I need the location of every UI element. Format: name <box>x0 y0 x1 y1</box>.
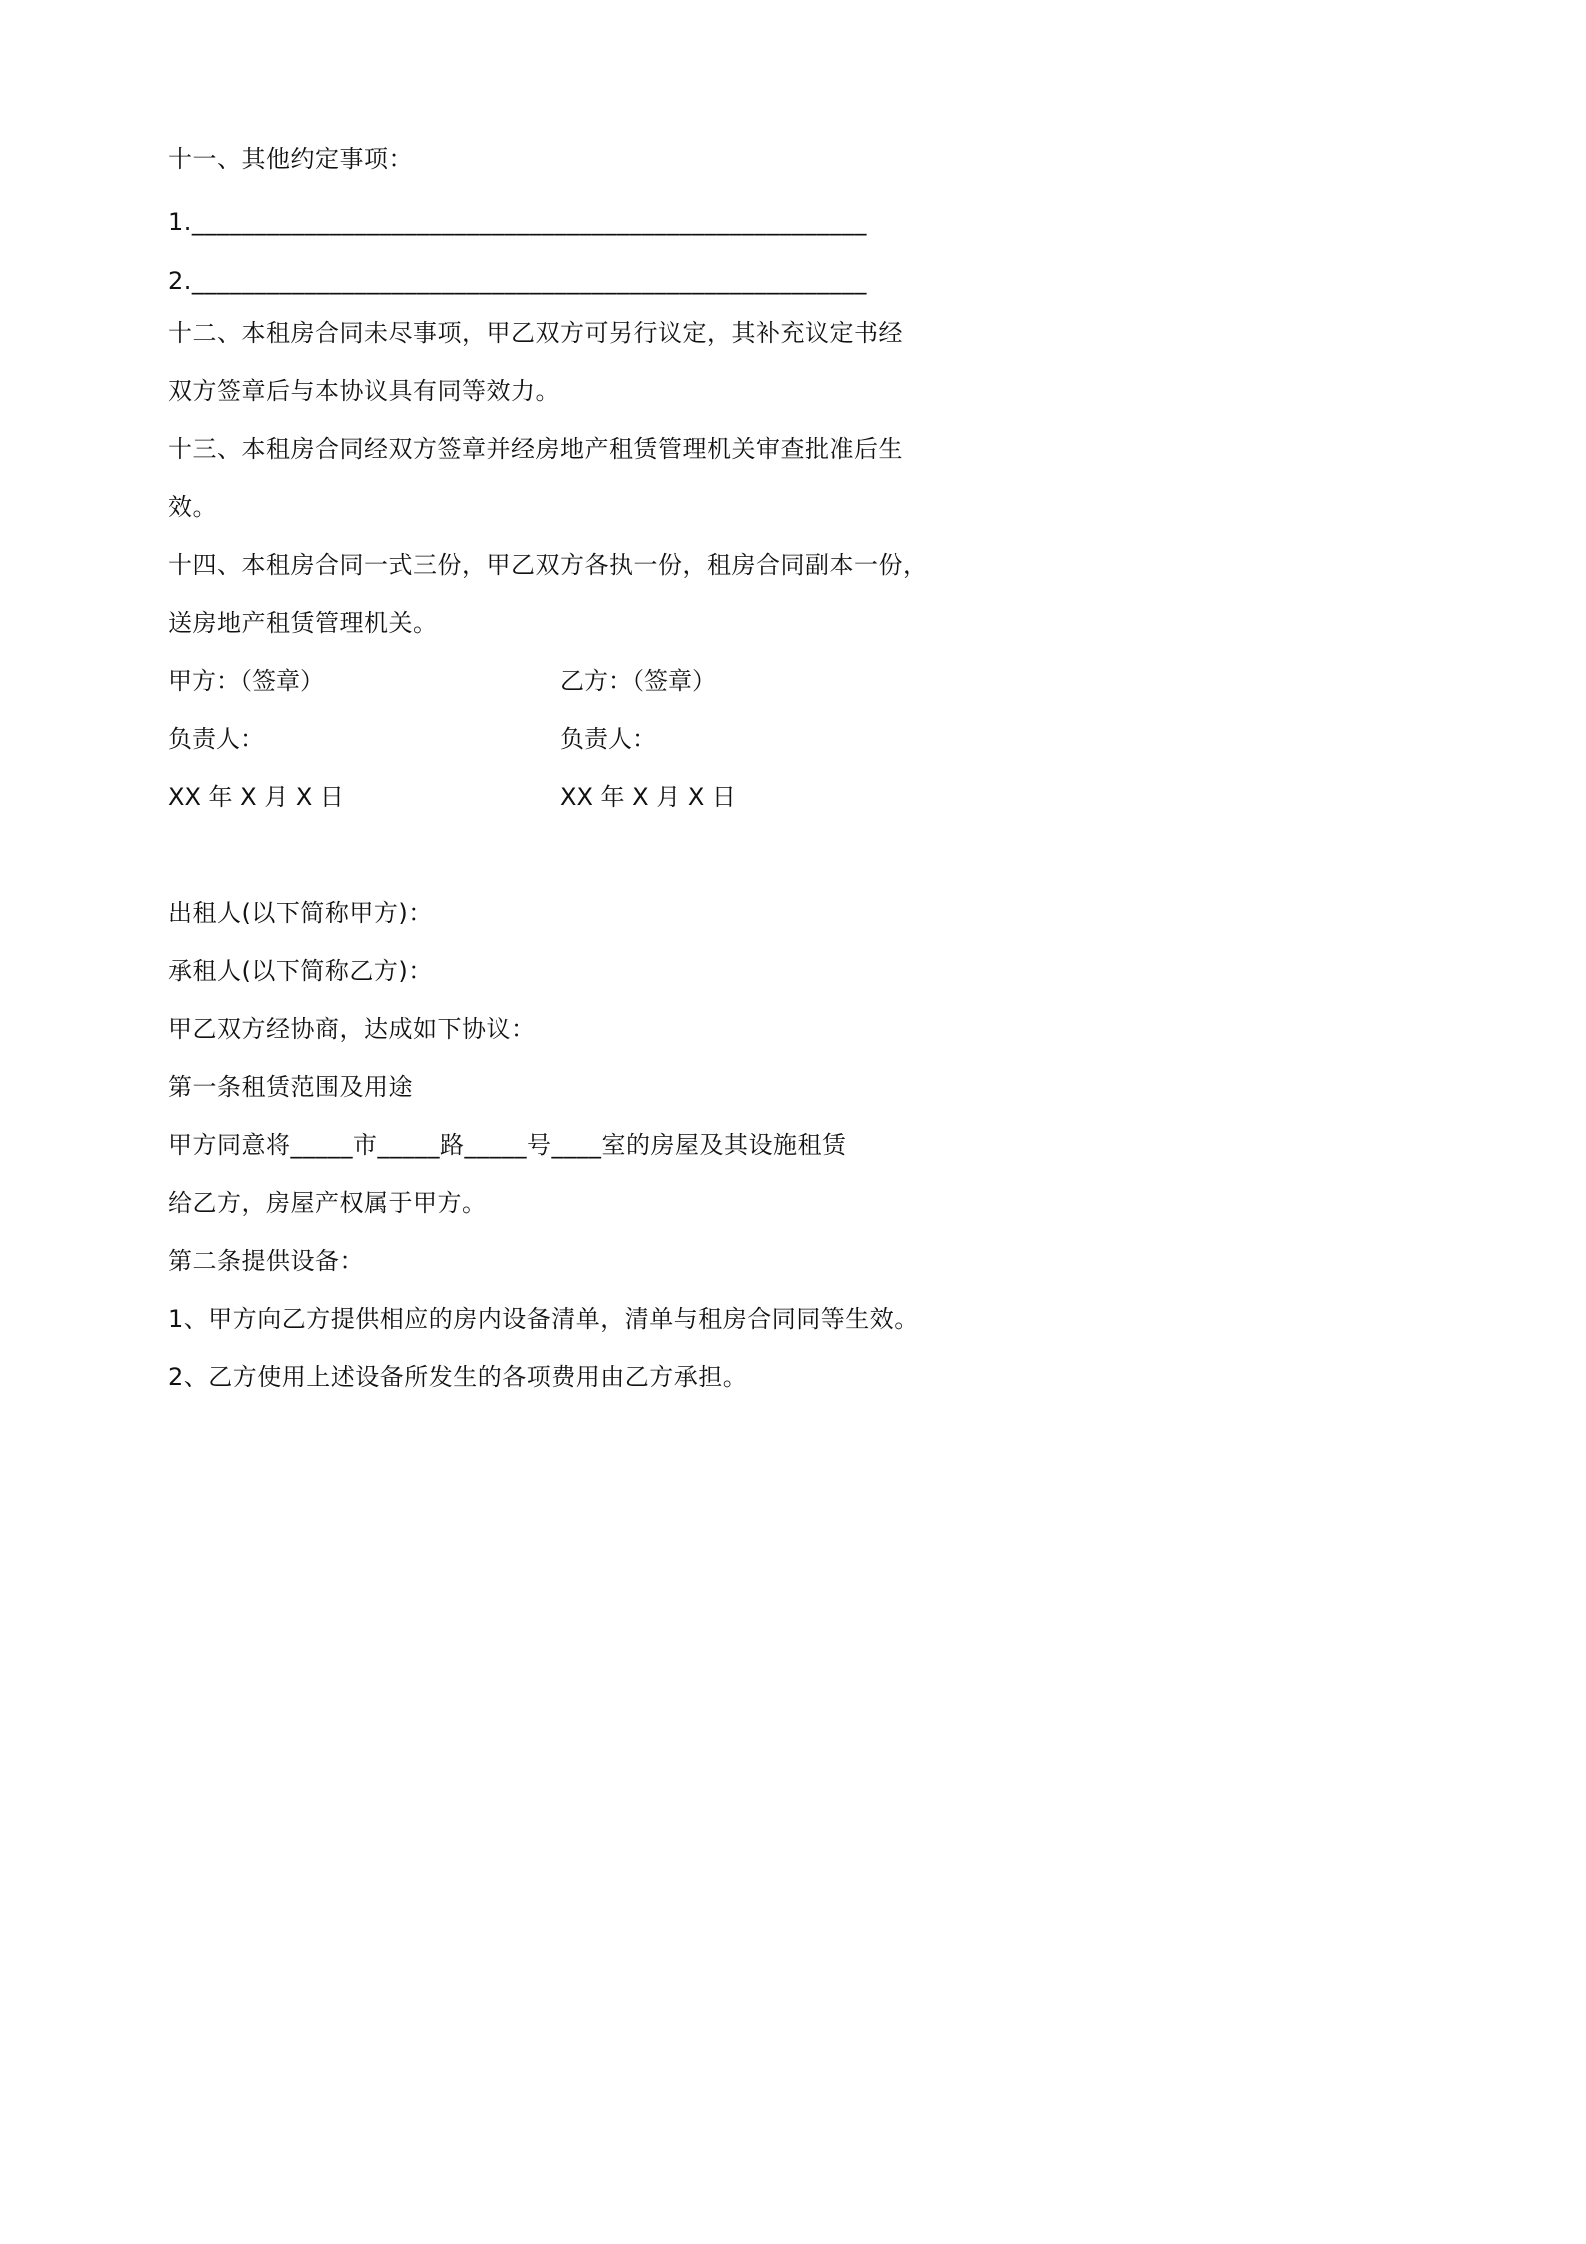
section-13-line-2: 效。 <box>168 493 217 521</box>
article-1-line-2: 给乙方，房屋产权属于甲方。 <box>168 1189 487 1217</box>
section-12-line-1: 十二、本租房合同未尽事项，甲乙双方可另行议定，其补充议定书经 <box>168 319 903 347</box>
section-14-line-2: 送房地产租赁管理机关。 <box>168 609 438 637</box>
party-a-person: 负责人： <box>168 725 264 753</box>
article-2-title: 第二条提供设备： <box>168 1247 364 1275</box>
agreement-line: 甲乙双方经协商，达成如下协议： <box>168 1015 536 1043</box>
section-11-heading: 十一、其他约定事项： <box>168 145 413 173</box>
document-page <box>0 0 1100 1556</box>
lessee-line: 承租人(以下简称乙方)： <box>168 957 433 985</box>
party-a-seal: 甲方：（签章） <box>168 667 324 695</box>
lessor-line: 出租人(以下简称甲方)： <box>168 899 433 927</box>
party-b-seal: 乙方：（签章） <box>560 667 716 695</box>
party-b-date: XX 年 X 月 X 日 <box>560 783 736 811</box>
article-1-line-1: 甲方同意将_____市_____路_____号____室的房屋及其设施租赁 <box>168 1131 847 1159</box>
section-14-line-1: 十四、本租房合同一式三份，甲乙双方各执一份，租房合同副本一份， <box>168 551 928 579</box>
article-2-item-1: 1、甲方向乙方提供相应的房内设备清单，清单与租房合同同等生效。 <box>168 1305 919 1333</box>
section-11-item-1: 1.______________________________________________________ <box>168 208 867 236</box>
article-2-item-2: 2、乙方使用上述设备所发生的各项费用由乙方承担。 <box>168 1363 748 1391</box>
section-12-line-2: 双方签章后与本协议具有同等效力。 <box>168 377 560 405</box>
section-11-item-2: 2.______________________________________________________ <box>168 267 867 295</box>
party-a-date: XX 年 X 月 X 日 <box>168 783 344 811</box>
section-13-line-1: 十三、本租房合同经双方签章并经房地产租赁管理机关审查批准后生 <box>168 435 903 463</box>
article-1-title: 第一条租赁范围及用途 <box>168 1073 413 1101</box>
party-b-person: 负责人： <box>560 725 656 753</box>
